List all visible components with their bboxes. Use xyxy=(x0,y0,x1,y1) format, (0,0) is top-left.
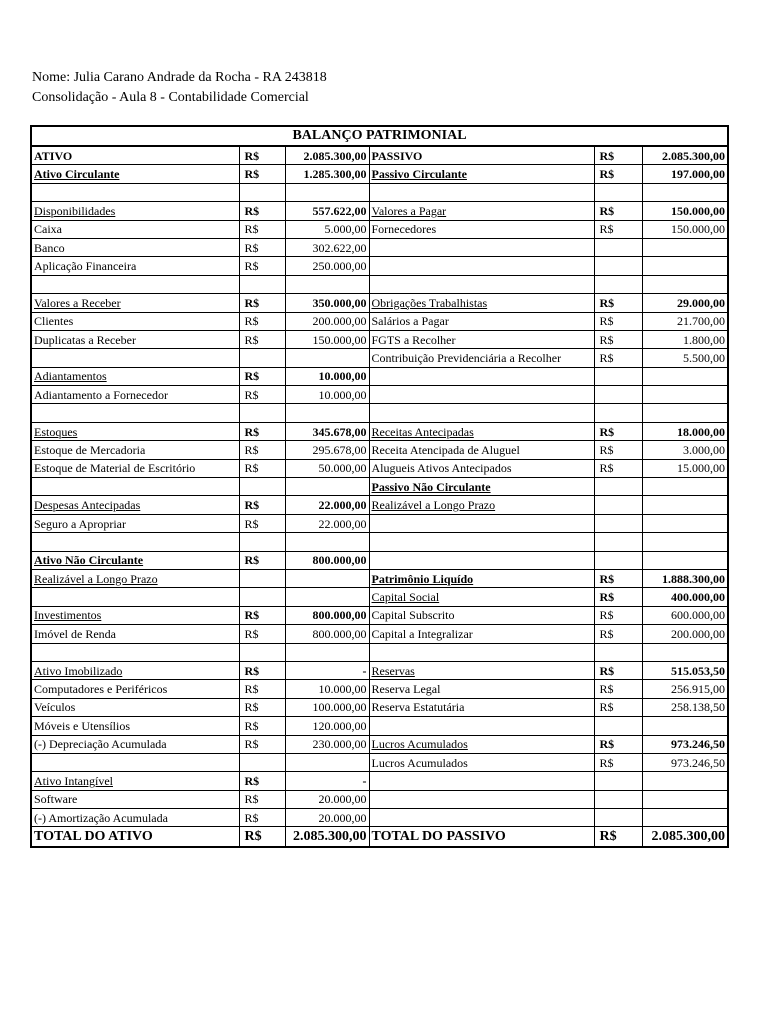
ativo-label-cell: Duplicatas a Receber xyxy=(31,330,239,348)
passivo-currency-cell: R$ xyxy=(594,441,642,459)
ativo-currency-cell: R$ xyxy=(239,165,285,183)
ativo-currency-cell xyxy=(239,275,285,293)
ativo-currency-cell: R$ xyxy=(239,735,285,753)
ativo-value-cell: 800.000,00 xyxy=(285,606,369,624)
ativo-label-cell: Valores a Receber xyxy=(31,294,239,312)
ativo-currency-cell: R$ xyxy=(239,496,285,514)
ativo-currency-cell: R$ xyxy=(239,698,285,716)
passivo-value-cell: 197.000,00 xyxy=(642,165,728,183)
passivo-currency-cell: R$ xyxy=(594,294,642,312)
ativo-value-cell: 10.000,00 xyxy=(285,386,369,404)
ativo-currency-cell: R$ xyxy=(239,606,285,624)
ativo-label-cell: (-) Amortização Acumulada xyxy=(31,809,239,827)
ativo-label-cell: Investimentos xyxy=(31,606,239,624)
ativo-label-cell: Clientes xyxy=(31,312,239,330)
passivo-value-cell: 29.000,00 xyxy=(642,294,728,312)
ativo-value-cell xyxy=(285,588,369,606)
table-row xyxy=(31,680,728,698)
passivo-label-cell xyxy=(369,257,594,275)
passivo-label-cell: Passivo Circulante xyxy=(369,165,594,183)
passivo-currency-cell xyxy=(594,183,642,201)
passivo-currency-cell: R$ xyxy=(594,569,642,587)
ativo-label-cell xyxy=(31,275,239,293)
passivo-currency-cell: R$ xyxy=(594,698,642,716)
passivo-value-cell: 3.000,00 xyxy=(642,441,728,459)
ativo-value-cell: 350.000,00 xyxy=(285,294,369,312)
passivo-label-cell: Fornecedores xyxy=(369,220,594,238)
ativo-currency-cell: R$ xyxy=(239,257,285,275)
ativo-value-cell xyxy=(285,349,369,367)
ativo-label-cell: Seguro a Apropriar xyxy=(31,514,239,532)
passivo-currency-cell: R$ xyxy=(594,146,642,165)
passivo-value-cell: 150.000,00 xyxy=(642,202,728,220)
passivo-label-cell xyxy=(369,772,594,790)
ativo-currency-cell xyxy=(239,533,285,551)
document-header xyxy=(32,68,327,108)
ativo-currency-cell xyxy=(239,643,285,661)
table-row xyxy=(31,146,728,165)
passivo-label-cell: Contribuição Previdenciária a Recolher xyxy=(369,349,594,367)
passivo-label-cell xyxy=(369,367,594,385)
passivo-label-cell: Realizável a Longo Prazo xyxy=(369,496,594,514)
passivo-value-cell xyxy=(642,643,728,661)
ativo-currency-cell xyxy=(239,753,285,771)
ativo-label-cell: Veículos xyxy=(31,698,239,716)
table-row xyxy=(31,661,728,679)
ativo-label-cell xyxy=(31,588,239,606)
course-line: Consolidação - Aula 8 - Contabilidade Comercial xyxy=(32,90,309,105)
ativo-value-cell: - xyxy=(285,772,369,790)
ativo-label-cell: Despesas Antecipadas xyxy=(31,496,239,514)
ativo-label-cell: ATIVO xyxy=(31,146,239,165)
table-row xyxy=(31,257,728,275)
passivo-currency-cell: R$ xyxy=(594,165,642,183)
ativo-currency-cell: R$ xyxy=(239,330,285,348)
table-row xyxy=(31,275,728,293)
passivo-label-cell: Capital Social xyxy=(369,588,594,606)
ativo-currency-cell: R$ xyxy=(239,625,285,643)
ativo-value-cell: 22.000,00 xyxy=(285,496,369,514)
passivo-currency-cell xyxy=(594,514,642,532)
passivo-label-cell xyxy=(369,183,594,201)
ativo-label-cell: Caixa xyxy=(31,220,239,238)
passivo-label-cell: Capital Subscrito xyxy=(369,606,594,624)
ativo-value-cell: 120.000,00 xyxy=(285,717,369,735)
table-row xyxy=(31,312,728,330)
passivo-label-cell xyxy=(369,790,594,808)
ativo-value-cell: 22.000,00 xyxy=(285,514,369,532)
passivo-currency-cell xyxy=(594,386,642,404)
passivo-label-cell: Receita Atencipada de Aluguel xyxy=(369,441,594,459)
ativo-value-cell: 800.000,00 xyxy=(285,625,369,643)
ativo-label-cell xyxy=(31,643,239,661)
table-row xyxy=(31,588,728,606)
passivo-currency-cell xyxy=(594,404,642,422)
ativo-label-cell xyxy=(31,183,239,201)
passivo-label-cell xyxy=(369,275,594,293)
ativo-currency-cell: R$ xyxy=(239,772,285,790)
passivo-label-cell: Reserva Estatutária xyxy=(369,698,594,716)
table-row xyxy=(31,551,728,569)
ativo-label-cell: Adiantamento a Fornecedor xyxy=(31,386,239,404)
ativo-value-cell: 10.000,00 xyxy=(285,680,369,698)
ativo-currency-cell: R$ xyxy=(239,459,285,477)
ativo-value-cell: 200.000,00 xyxy=(285,312,369,330)
ativo-value-cell: 20.000,00 xyxy=(285,790,369,808)
passivo-currency-cell xyxy=(594,257,642,275)
ativo-value-cell xyxy=(285,183,369,201)
ativo-currency-cell xyxy=(239,349,285,367)
passivo-value-cell: 150.000,00 xyxy=(642,220,728,238)
passivo-label-cell: Obrigações Trabalhistas xyxy=(369,294,594,312)
passivo-label-cell: Lucros Acumulados xyxy=(369,753,594,771)
passivo-currency-cell xyxy=(594,809,642,827)
passivo-value-cell: 1.800,00 xyxy=(642,330,728,348)
table-row xyxy=(31,533,728,551)
total-ativo-currency-cell: R$ xyxy=(239,827,285,848)
ativo-label-cell xyxy=(31,404,239,422)
ativo-value-cell: 230.000,00 xyxy=(285,735,369,753)
table-row xyxy=(31,478,728,496)
total-passivo-value-cell: 2.085.300,00 xyxy=(642,827,728,848)
ativo-value-cell: 20.000,00 xyxy=(285,809,369,827)
passivo-label-cell: Patrimônio Liquído xyxy=(369,569,594,587)
passivo-value-cell xyxy=(642,772,728,790)
passivo-value-cell xyxy=(642,183,728,201)
ativo-value-cell: 150.000,00 xyxy=(285,330,369,348)
ativo-value-cell xyxy=(285,569,369,587)
passivo-value-cell xyxy=(642,238,728,256)
ativo-currency-cell: R$ xyxy=(239,146,285,165)
ativo-label-cell: Estoque de Mercadoria xyxy=(31,441,239,459)
ativo-label-cell: Computadores e Periféricos xyxy=(31,680,239,698)
ativo-value-cell: 800.000,00 xyxy=(285,551,369,569)
passivo-currency-cell: R$ xyxy=(594,330,642,348)
passivo-currency-cell xyxy=(594,496,642,514)
ativo-label-cell: Ativo Circulante xyxy=(31,165,239,183)
ativo-value-cell: 100.000,00 xyxy=(285,698,369,716)
table-row xyxy=(31,459,728,477)
passivo-value-cell xyxy=(642,514,728,532)
ativo-currency-cell xyxy=(239,588,285,606)
passivo-value-cell xyxy=(642,257,728,275)
passivo-currency-cell: R$ xyxy=(594,422,642,440)
passivo-value-cell xyxy=(642,809,728,827)
table-title: BALANÇO PATRIMONIAL xyxy=(31,126,728,146)
ativo-label-cell xyxy=(31,478,239,496)
passivo-currency-cell xyxy=(594,367,642,385)
ativo-label-cell: (-) Depreciação Acumulada xyxy=(31,735,239,753)
table-row xyxy=(31,349,728,367)
ativo-value-cell: 2.085.300,00 xyxy=(285,146,369,165)
ativo-currency-cell: R$ xyxy=(239,441,285,459)
passivo-value-cell xyxy=(642,478,728,496)
passivo-value-cell: 5.500,00 xyxy=(642,349,728,367)
passivo-currency-cell: R$ xyxy=(594,459,642,477)
ativo-currency-cell: R$ xyxy=(239,422,285,440)
passivo-label-cell: Alugueis Ativos Antecipados xyxy=(369,459,594,477)
student-name-line: Nome: Julia Carano Andrade da Rocha - RA 243818 xyxy=(32,70,327,85)
passivo-value-cell xyxy=(642,533,728,551)
table-row xyxy=(31,643,728,661)
passivo-currency-cell: R$ xyxy=(594,202,642,220)
ativo-currency-cell: R$ xyxy=(239,220,285,238)
passivo-value-cell: 18.000,00 xyxy=(642,422,728,440)
table-row xyxy=(31,367,728,385)
passivo-currency-cell xyxy=(594,643,642,661)
passivo-currency-cell xyxy=(594,238,642,256)
ativo-value-cell: 5.000,00 xyxy=(285,220,369,238)
passivo-label-cell xyxy=(369,533,594,551)
table-row xyxy=(31,514,728,532)
table-row xyxy=(31,606,728,624)
ativo-currency-cell xyxy=(239,569,285,587)
table-row xyxy=(31,330,728,348)
table-row xyxy=(31,717,728,735)
passivo-label-cell: Receitas Antecipadas xyxy=(369,422,594,440)
passivo-value-cell: 2.085.300,00 xyxy=(642,146,728,165)
total-passivo-label-cell: TOTAL DO PASSIVO xyxy=(369,827,594,848)
passivo-label-cell xyxy=(369,514,594,532)
passivo-value-cell xyxy=(642,367,728,385)
ativo-label-cell: Realizável a Longo Prazo xyxy=(31,569,239,587)
passivo-value-cell xyxy=(642,386,728,404)
table-row xyxy=(31,698,728,716)
table-row xyxy=(31,386,728,404)
table-row xyxy=(31,294,728,312)
ativo-value-cell xyxy=(285,275,369,293)
passivo-value-cell: 600.000,00 xyxy=(642,606,728,624)
ativo-currency-cell: R$ xyxy=(239,294,285,312)
ativo-label-cell: Aplicação Financeira xyxy=(31,257,239,275)
table-row xyxy=(31,790,728,808)
passivo-label-cell xyxy=(369,551,594,569)
table-row xyxy=(31,625,728,643)
ativo-value-cell: 302.622,00 xyxy=(285,238,369,256)
table-row xyxy=(31,422,728,440)
ativo-label-cell: Software xyxy=(31,790,239,808)
passivo-currency-cell: R$ xyxy=(594,220,642,238)
ativo-label-cell: Móveis e Utensílios xyxy=(31,717,239,735)
table-row xyxy=(31,441,728,459)
table-row xyxy=(31,202,728,220)
passivo-currency-cell: R$ xyxy=(594,606,642,624)
ativo-value-cell: 345.678,00 xyxy=(285,422,369,440)
ativo-currency-cell: R$ xyxy=(239,661,285,679)
passivo-value-cell: 21.700,00 xyxy=(642,312,728,330)
passivo-currency-cell: R$ xyxy=(594,680,642,698)
ativo-label-cell: Ativo Intangível xyxy=(31,772,239,790)
passivo-currency-cell xyxy=(594,790,642,808)
ativo-currency-cell: R$ xyxy=(239,790,285,808)
ativo-label-cell xyxy=(31,533,239,551)
ativo-label-cell: Disponibilidades xyxy=(31,202,239,220)
table-title-row xyxy=(31,126,728,146)
passivo-label-cell xyxy=(369,386,594,404)
total-ativo-label-cell: TOTAL DO ATIVO xyxy=(31,827,239,848)
passivo-value-cell: 1.888.300,00 xyxy=(642,569,728,587)
table-row xyxy=(31,165,728,183)
passivo-label-cell xyxy=(369,404,594,422)
passivo-value-cell: 256.915,00 xyxy=(642,680,728,698)
ativo-currency-cell: R$ xyxy=(239,238,285,256)
ativo-currency-cell: R$ xyxy=(239,551,285,569)
passivo-label-cell: Capital a Integralizar xyxy=(369,625,594,643)
passivo-label-cell: Lucros Acumulados xyxy=(369,735,594,753)
passivo-value-cell xyxy=(642,275,728,293)
table-row xyxy=(31,772,728,790)
ativo-label-cell: Imóvel de Renda xyxy=(31,625,239,643)
ativo-label-cell: Ativo Não Circulante xyxy=(31,551,239,569)
passivo-currency-cell: R$ xyxy=(594,753,642,771)
ativo-currency-cell: R$ xyxy=(239,809,285,827)
passivo-value-cell: 973.246,50 xyxy=(642,753,728,771)
ativo-currency-cell: R$ xyxy=(239,202,285,220)
table-row xyxy=(31,238,728,256)
ativo-value-cell xyxy=(285,404,369,422)
passivo-label-cell: Salários a Pagar xyxy=(369,312,594,330)
ativo-value-cell xyxy=(285,753,369,771)
ativo-currency-cell: R$ xyxy=(239,312,285,330)
ativo-currency-cell xyxy=(239,478,285,496)
ativo-value-cell: - xyxy=(285,661,369,679)
ativo-value-cell: 295.678,00 xyxy=(285,441,369,459)
passivo-value-cell: 973.246,50 xyxy=(642,735,728,753)
ativo-label-cell: Banco xyxy=(31,238,239,256)
table-row xyxy=(31,220,728,238)
ativo-label-cell: Estoques xyxy=(31,422,239,440)
ativo-label-cell: Ativo Imobilizado xyxy=(31,661,239,679)
passivo-currency-cell xyxy=(594,717,642,735)
ativo-value-cell: 557.622,00 xyxy=(285,202,369,220)
passivo-value-cell: 15.000,00 xyxy=(642,459,728,477)
ativo-currency-cell: R$ xyxy=(239,367,285,385)
passivo-currency-cell xyxy=(594,533,642,551)
passivo-currency-cell: R$ xyxy=(594,735,642,753)
passivo-currency-cell xyxy=(594,478,642,496)
ativo-value-cell xyxy=(285,478,369,496)
passivo-currency-cell: R$ xyxy=(594,661,642,679)
passivo-label-cell: PASSIVO xyxy=(369,146,594,165)
ativo-currency-cell: R$ xyxy=(239,717,285,735)
passivo-label-cell: Valores a Pagar xyxy=(369,202,594,220)
passivo-value-cell: 400.000,00 xyxy=(642,588,728,606)
total-row xyxy=(31,827,728,848)
passivo-value-cell xyxy=(642,496,728,514)
total-ativo-value-cell: 2.085.300,00 xyxy=(285,827,369,848)
passivo-label-cell: Reservas xyxy=(369,661,594,679)
passivo-currency-cell: R$ xyxy=(594,312,642,330)
passivo-currency-cell: R$ xyxy=(594,625,642,643)
table-row xyxy=(31,753,728,771)
table-row xyxy=(31,569,728,587)
total-passivo-currency-cell: R$ xyxy=(594,827,642,848)
passivo-value-cell xyxy=(642,551,728,569)
passivo-currency-cell: R$ xyxy=(594,349,642,367)
ativo-currency-cell: R$ xyxy=(239,680,285,698)
ativo-value-cell xyxy=(285,643,369,661)
table-row xyxy=(31,735,728,753)
table-row xyxy=(31,496,728,514)
ativo-currency-cell: R$ xyxy=(239,386,285,404)
passivo-currency-cell: R$ xyxy=(594,588,642,606)
passivo-value-cell: 258.138,50 xyxy=(642,698,728,716)
passivo-label-cell: Passivo Não Circulante xyxy=(369,478,594,496)
ativo-value-cell xyxy=(285,533,369,551)
balance-sheet-table xyxy=(30,125,729,848)
passivo-currency-cell xyxy=(594,275,642,293)
passivo-label-cell xyxy=(369,238,594,256)
ativo-label-cell: Adiantamentos xyxy=(31,367,239,385)
passivo-value-cell xyxy=(642,717,728,735)
passivo-value-cell xyxy=(642,404,728,422)
passivo-currency-cell xyxy=(594,772,642,790)
passivo-value-cell xyxy=(642,790,728,808)
ativo-value-cell: 250.000,00 xyxy=(285,257,369,275)
passivo-label-cell xyxy=(369,643,594,661)
ativo-value-cell: 10.000,00 xyxy=(285,367,369,385)
table-row xyxy=(31,404,728,422)
passivo-label-cell: Reserva Legal xyxy=(369,680,594,698)
ativo-currency-cell: R$ xyxy=(239,514,285,532)
passivo-currency-cell xyxy=(594,551,642,569)
passivo-label-cell xyxy=(369,717,594,735)
passivo-value-cell: 200.000,00 xyxy=(642,625,728,643)
ativo-label-cell: Estoque de Material de Escritório xyxy=(31,459,239,477)
table-row xyxy=(31,809,728,827)
ativo-value-cell: 1.285.300,00 xyxy=(285,165,369,183)
ativo-label-cell xyxy=(31,349,239,367)
table-row xyxy=(31,183,728,201)
ativo-label-cell xyxy=(31,753,239,771)
passivo-value-cell: 515.053,50 xyxy=(642,661,728,679)
ativo-value-cell: 50.000,00 xyxy=(285,459,369,477)
ativo-currency-cell xyxy=(239,183,285,201)
ativo-currency-cell xyxy=(239,404,285,422)
passivo-label-cell xyxy=(369,809,594,827)
passivo-label-cell: FGTS a Recolher xyxy=(369,330,594,348)
